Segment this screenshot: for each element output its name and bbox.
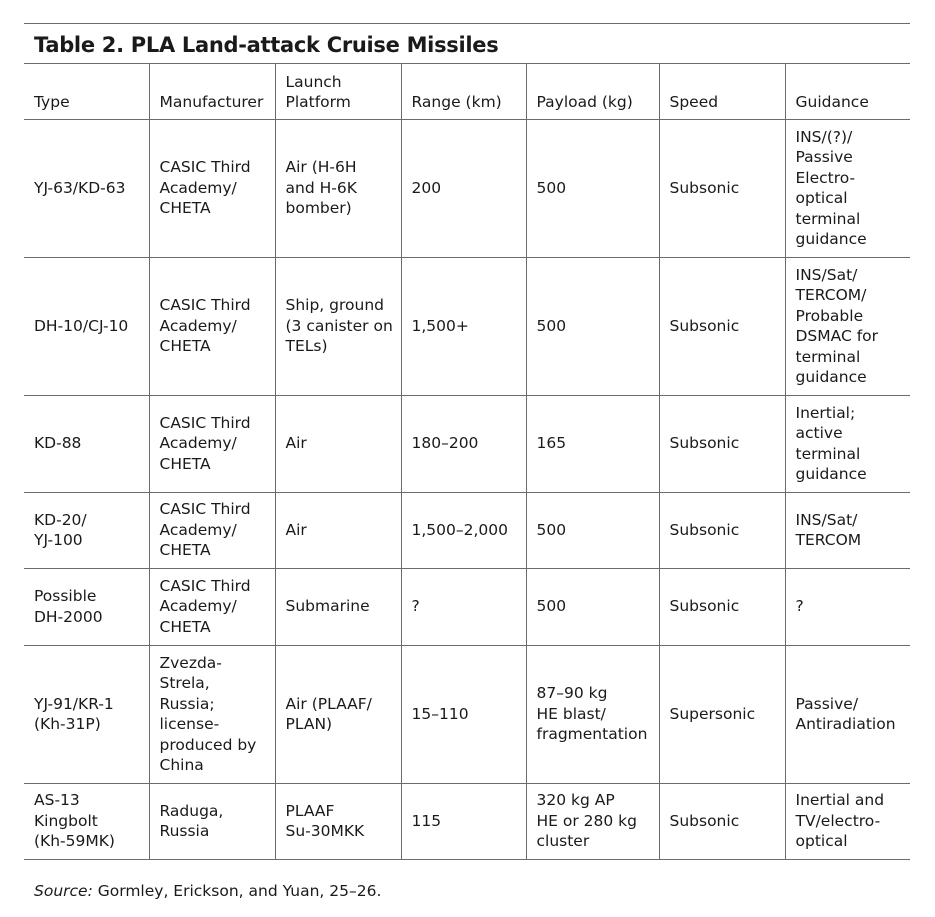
table-cell: 15–110 [401,645,526,783]
table-cell: Subsonic [659,395,785,492]
table-cell: 320 kg AP HE or 280 kg cluster [526,783,659,859]
table-cell: Supersonic [659,645,785,783]
table-cell: Submarine [275,568,401,645]
table-cell: 1,500–2,000 [401,492,526,568]
table-cell: 500 [526,257,659,395]
table-cell: DH-10/CJ-10 [24,257,149,395]
table-cell: CASIC Third Academy/ CHETA [149,119,275,257]
table-cell: Passive/ Antiradiation [785,645,910,783]
table-cell: 180–200 [401,395,526,492]
table-cell: INS/Sat/ TERCOM/ Probable DSMAC for terminal guidance [785,257,910,395]
table-cell: 115 [401,783,526,859]
table-cell: 500 [526,119,659,257]
table-row [24,645,910,783]
table-cell: Subsonic [659,119,785,257]
table-cell: CASIC Third Academy/ CHETA [149,257,275,395]
column-header: Range (km) [401,64,526,119]
source-note [34,882,381,900]
column-header: Guidance [785,64,910,119]
table-cell: 87–90 kg HE blast/ fragmentation [526,645,659,783]
table-cell: ? [785,568,910,645]
table-cell: AS-13 Kingbolt (Kh-59MK) [24,783,149,859]
table-cell: YJ-63/KD-63 [24,119,149,257]
table-cell: INS/Sat/ TERCOM [785,492,910,568]
table-cell: Inertial and TV/electro- optical [785,783,910,859]
column-header: Type [24,64,149,119]
column-header: Launch Platform [275,64,401,119]
header-row [24,64,910,119]
table-cell: Ship, ground (3 canister on TELs) [275,257,401,395]
column-header: Manufacturer [149,64,275,119]
table-cell: Air (PLAAF/ PLAN) [275,645,401,783]
table-cell: 200 [401,119,526,257]
table-cell: 1,500+ [401,257,526,395]
table-cell: 500 [526,492,659,568]
table-cell: 500 [526,568,659,645]
table-cell: Subsonic [659,257,785,395]
table-cell: PLAAF Su-30MKK [275,783,401,859]
table-cell: Zvezda- Strela, Russia; license- produced by China [149,645,275,783]
missile-table [24,64,910,860]
table-cell: Raduga, Russia [149,783,275,859]
source-label: Source: [34,882,93,900]
table-cell: Subsonic [659,492,785,568]
table-cell: Air (H-6H and H-6K bomber) [275,119,401,257]
table-cell: Air [275,492,401,568]
table-row [24,257,910,395]
table-row [24,395,910,492]
table-cell: Inertial; active terminal guidance [785,395,910,492]
table-cell: Air [275,395,401,492]
table-cell: KD-88 [24,395,149,492]
table-body [24,119,910,859]
source-text: Gormley, Erickson, and Yuan, 25–26. [92,882,382,900]
table-title: Table 2. PLA Land-attack Cruise Missiles [24,24,910,64]
table-row [24,492,910,568]
table-cell: Possible DH-2000 [24,568,149,645]
column-header: Payload (kg) [526,64,659,119]
table-cell: Subsonic [659,783,785,859]
table-row [24,119,910,257]
table-cell: Subsonic [659,568,785,645]
table-cell: YJ-91/KR-1 (Kh-31P) [24,645,149,783]
table-row [24,783,910,859]
table-cell: CASIC Third Academy/ CHETA [149,568,275,645]
table-cell: 165 [526,395,659,492]
table-row [24,568,910,645]
column-header: Speed [659,64,785,119]
table-cell: ? [401,568,526,645]
table-cell: INS/(?)/ Passive Electro- optical terminal guidance [785,119,910,257]
table-container [24,23,910,860]
table-cell: CASIC Third Academy/ CHETA [149,492,275,568]
table-cell: CASIC Third Academy/ CHETA [149,395,275,492]
table-cell: KD-20/ YJ-100 [24,492,149,568]
